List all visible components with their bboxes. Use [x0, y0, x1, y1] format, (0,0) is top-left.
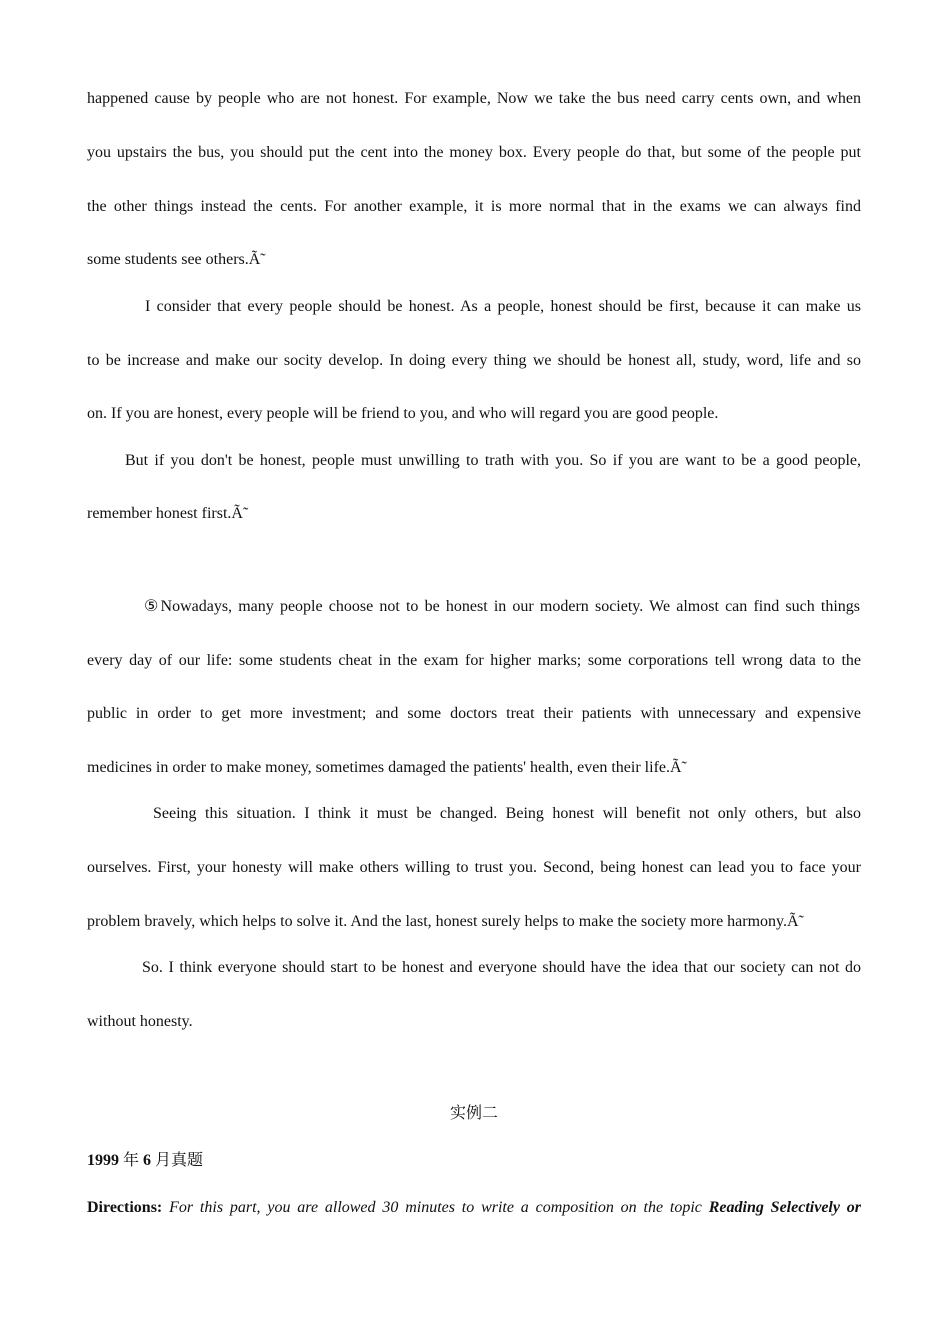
paragraph-line: some students see others.Ã̃: [87, 251, 261, 268]
exam-month: 6: [143, 1152, 152, 1169]
paragraph-line: without honesty.: [87, 1013, 193, 1030]
paragraph-line: So. I think everyone should start to be honest and everyone should have the idea that our society can not do: [142, 959, 861, 976]
paragraph-line: the other things instead the cents. For another example, it is more normal that in the exams we can always find: [87, 198, 861, 215]
paragraph-line: every day of our life: some students cheat in the exam for higher marks; some corporations tell wrong data to the: [87, 652, 861, 669]
directions-label: Directions:: [87, 1199, 163, 1216]
paragraph-line: ourselves. First, your honesty will make others willing to trust you. Second, being honest can lead you to face your: [87, 859, 861, 876]
paragraph-line: remember honest first.Ã̃: [87, 505, 243, 522]
exam-year-char: 年: [123, 1152, 140, 1169]
paragraph-line: public in order to get more investment; and some doctors treat their patients with unnecessary and expensive: [87, 705, 861, 722]
exam-label: [87, 1151, 861, 1171]
paragraph-line: happened cause by people who are not honest. For example, Now we take the bus need carry cents own, and when: [87, 90, 861, 107]
paragraph-line: Seeing this situation. I think it must be changed. Being honest will benefit not only others, but also: [153, 805, 861, 822]
exam-year: 1999: [87, 1152, 119, 1169]
paragraph-line: you upstairs the bus, you should put the cent into the money box. Every people do that, but some of the people put: [87, 144, 861, 161]
directions-line: [87, 1198, 861, 1218]
paragraph-line: But if you don't be honest, people must unwilling to trath with you. So if you are want to be a good people,: [125, 452, 861, 469]
section-heading: 实例二: [449, 1105, 498, 1122]
paragraph-line: ⑤Nowadays, many people choose not to be honest in our modern society. We almost can find such things: [144, 598, 860, 615]
paragraph-line: problem bravely, which helps to solve it. And the last, honest surely helps to make the society more harmony.Ã̃: [87, 913, 799, 930]
paragraph-line: to be increase and make our socity develop. In doing every thing we should be honest all, study, word, life and so: [87, 352, 861, 369]
paragraph-line: I consider that every people should be honest. As a people, honest should be first, because it can make us: [145, 298, 861, 315]
directions-topic: Reading Selectively or: [708, 1199, 862, 1216]
exam-suffix: 月真题: [155, 1152, 204, 1169]
directions-text: For this part, you are allowed 30 minutes to write a composition on the topic: [169, 1199, 702, 1216]
paragraph-line: on. If you are honest, every people will be friend to you, and who will regard you are good people.: [87, 405, 719, 422]
paragraph-line: medicines in order to make money, sometimes damaged the patients' health, even their life.Ã̃: [87, 759, 682, 776]
